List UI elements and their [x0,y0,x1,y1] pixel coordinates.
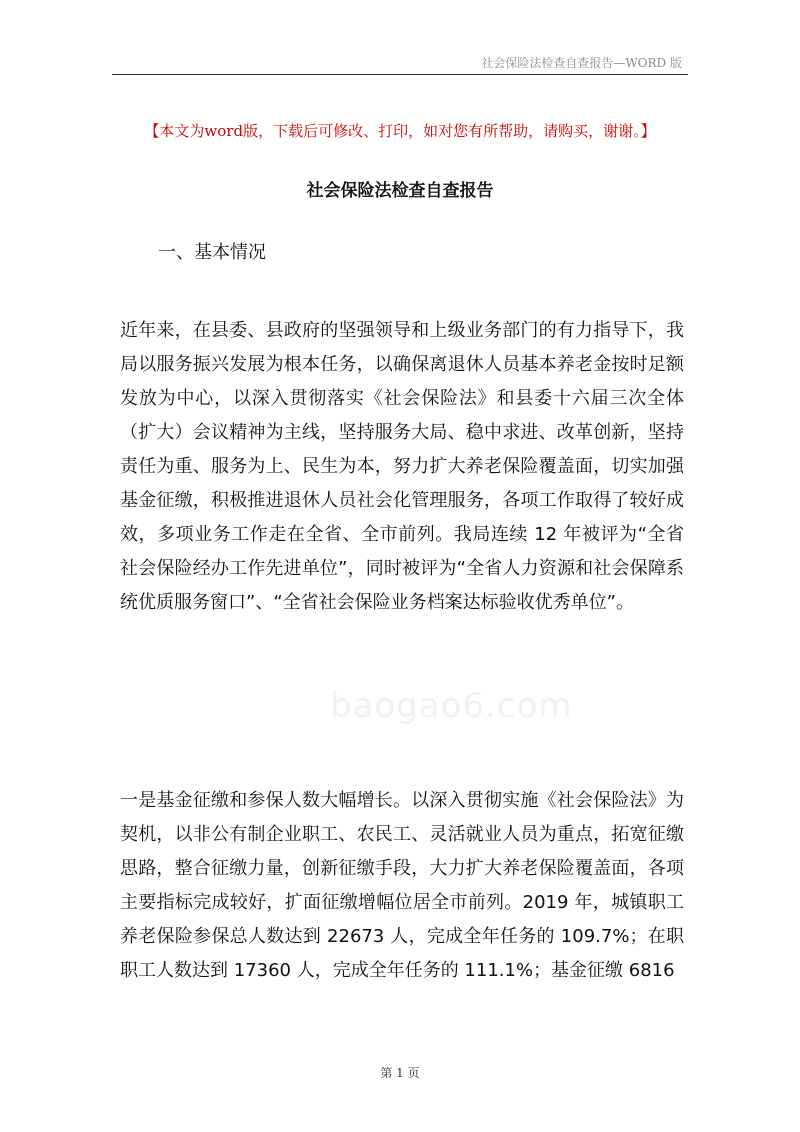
running-header: 社会保险法检查自查报告—WORD 版 [481,56,682,70]
paragraph-fund-collection: 一是基金征缴和参保人数大幅增长。以深入贯彻实施《社会保险法》为契机，以非公有制企业职工、农民工、灵活就业人员为重点，拓宽征缴思路，整合征缴力量，创新征缴手段，大力扩大养老保险覆盖面，各项主要指标完成较好，扩面征缴增幅位居全市前列。2019 年，城镇职工养老保险参保总人数达到 22673 人，完成全年任务的 109.7%；在职职工人数达到 17360 人，完成全年任务的 111.1%；基金征缴 6816 [120,790,684,981]
paragraph-basic-situation: 近年来，在县委、县政府的坚强领导和上级业务部门的有力指导下，我局以服务振兴发展为根本任务，以确保离退休人员基本养老金按时足额发放为中心，以深入贯彻落实《社会保险法》和县委十六届三次全体（扩大）会议精神为主线，坚持服务大局、稳中求进、改革创新，坚持责任为重、服务为上、民生为本，努力扩大养老保险覆盖面，切实加强基金征缴，积极推进退休人员社会化管理服务，各项工作取得了较好成效，多项业务工作走在全省、全市前列。我局连续 12 年被评为“全省社会保险经办工作先进单位”，同时被评为“全省人力资源和社会保障系统优质服务窗口”、“全省社会保险业务档案达标验收优秀单位”。 [120,320,684,613]
header-divider [112,74,688,75]
download-notice: 【本文为word版，下载后可修改、打印，如对您有所帮助，请购买，谢谢。】 [144,122,656,140]
page-number: 第 1 页 [380,1066,420,1080]
section-heading: 一、基本情况 [158,242,266,263]
document-title: 社会保险法检查自查报告 [306,181,494,201]
watermark: baogao6.com [330,686,573,726]
